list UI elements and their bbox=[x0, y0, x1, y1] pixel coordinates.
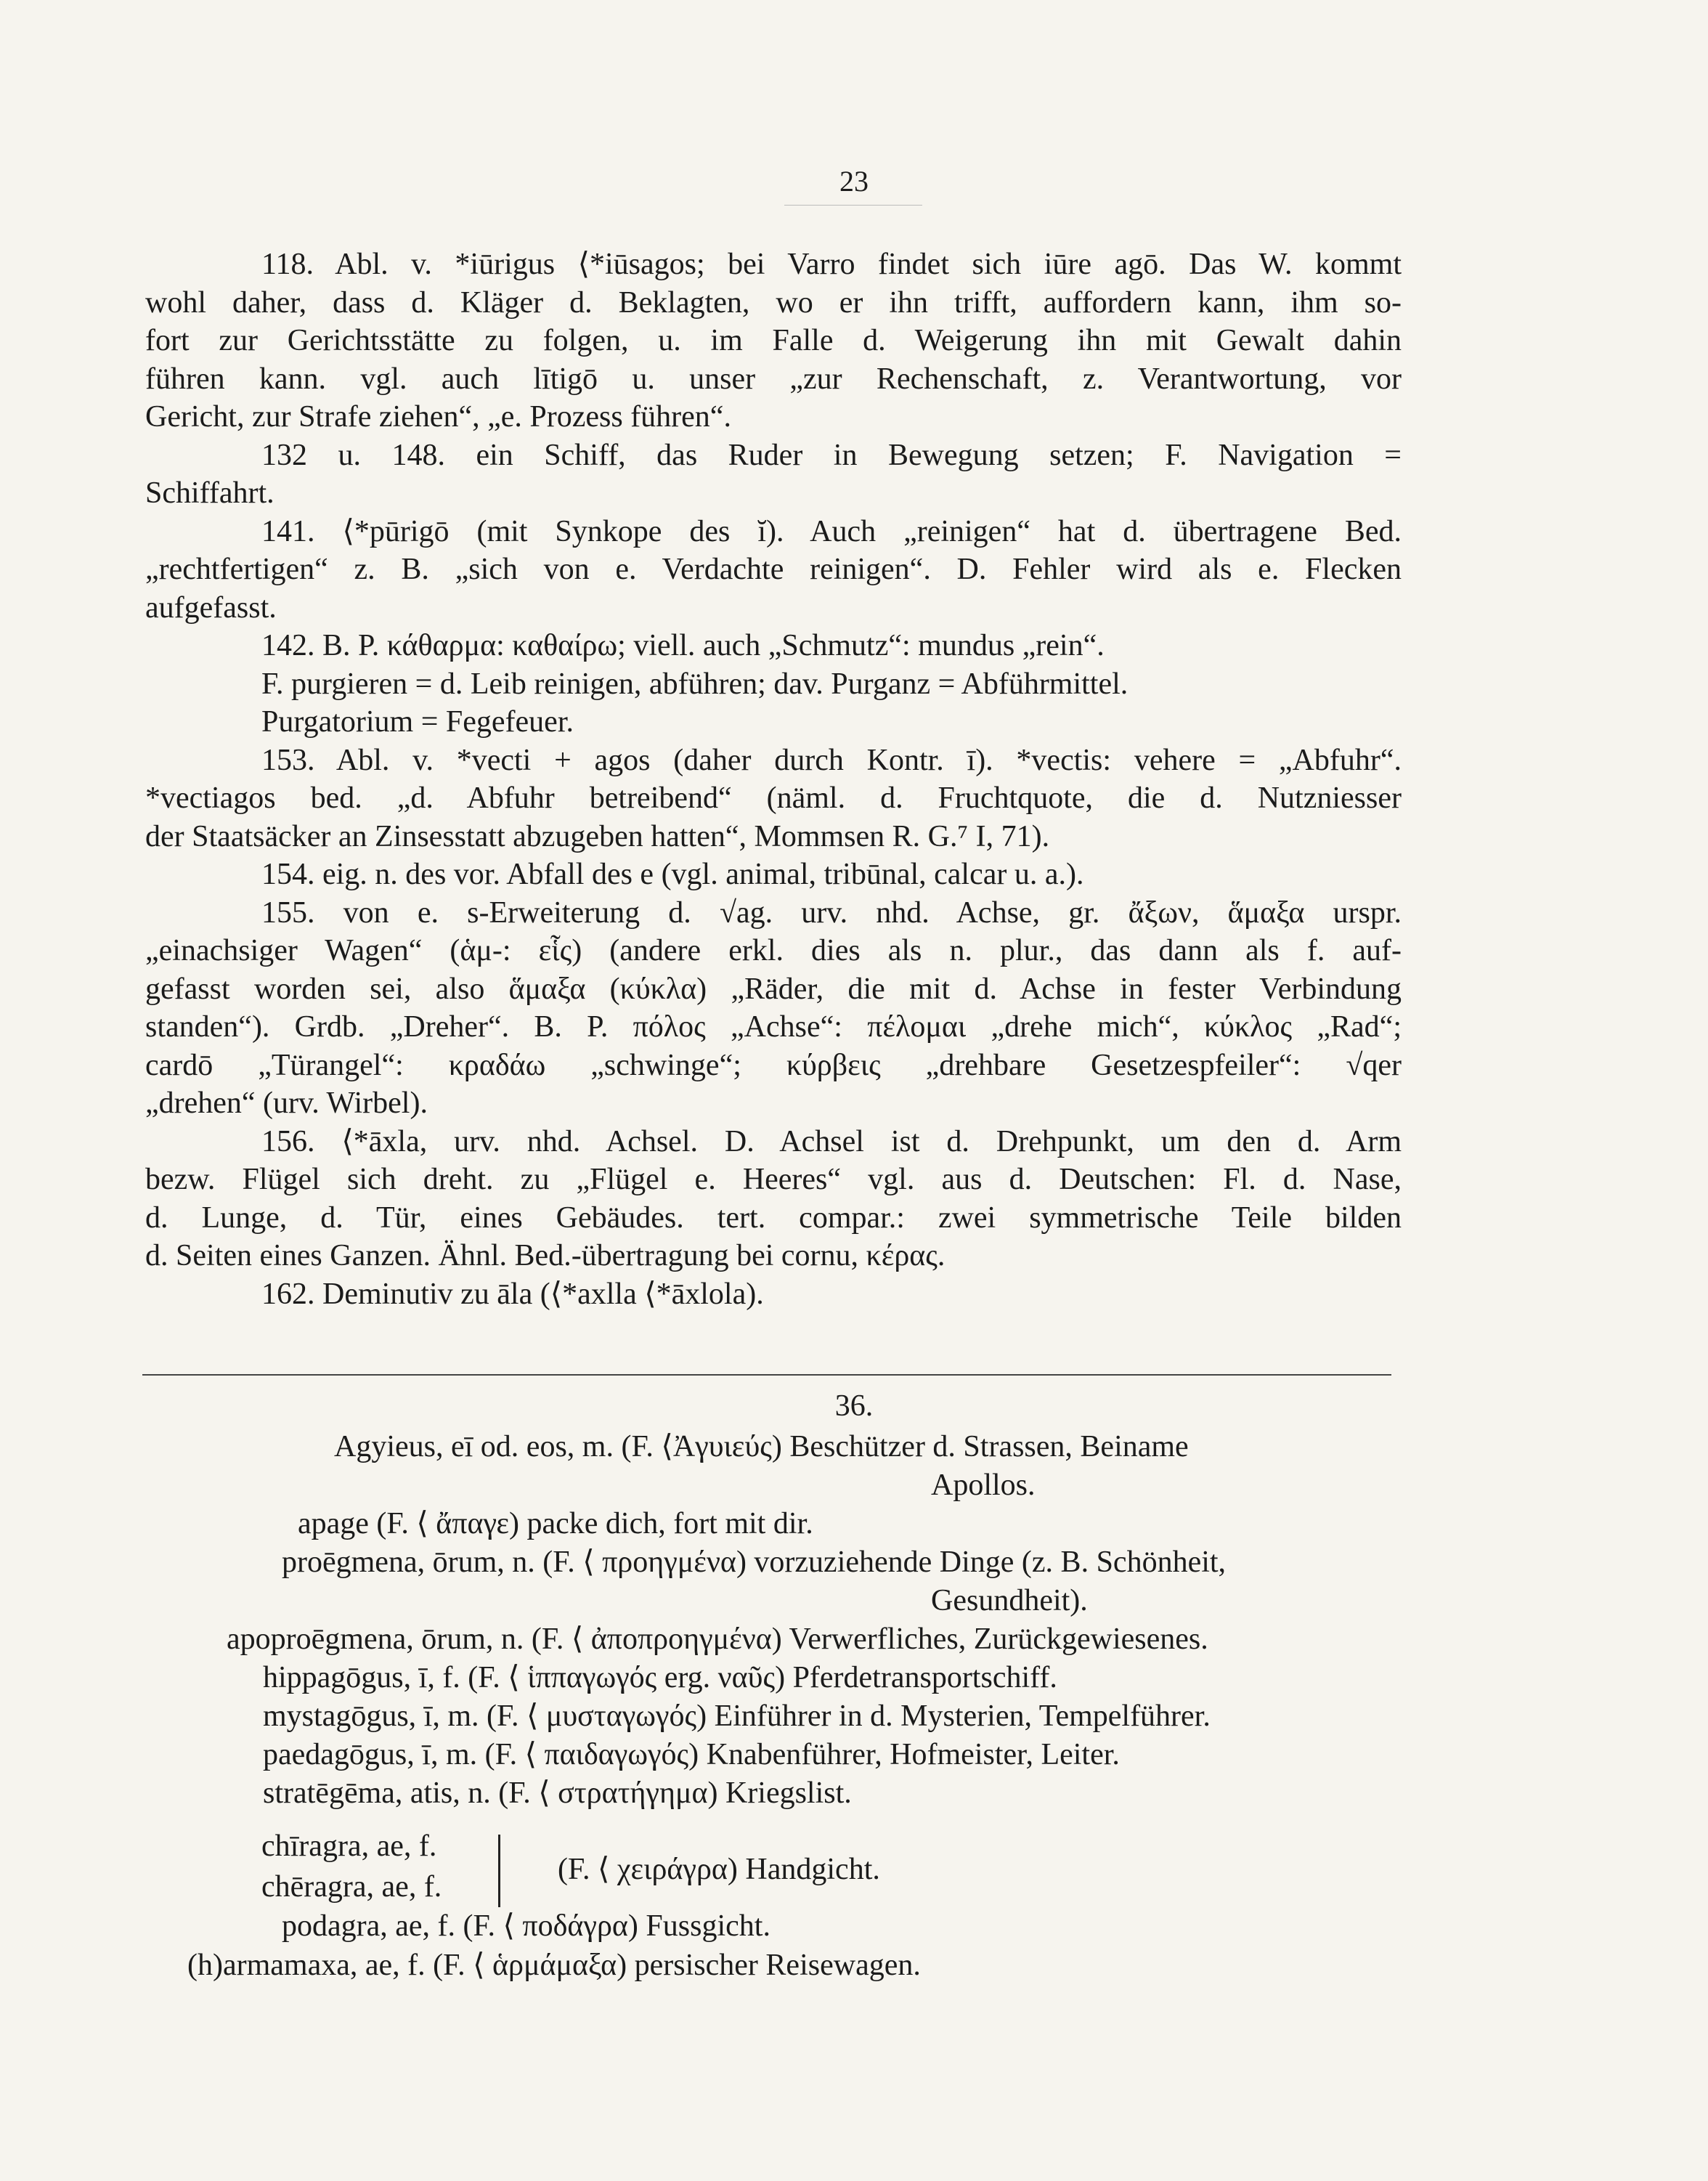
text-line: 162. Deminutiv zu āla (⟨*axlla ⟨*āxlola). bbox=[261, 1277, 764, 1311]
glossary-entry: paedagōgus, ī, m. (F. ⟨ παιδαγωγός) Knabenführer, Hofmeister, Leiter. bbox=[263, 1738, 1120, 1771]
brace-icon bbox=[498, 1835, 508, 1907]
text-line: aufgefasst. bbox=[145, 590, 277, 625]
glossary-entry: proēgmena, ōrum, n. (F. ⟨ προηγμένα) vorzuziehende Dinge (z. B. Schönheit, bbox=[282, 1546, 1227, 1579]
text-line: gefasst worden sei, also ἅμαξα (κύκλα) „Räder, die mit d. Achse in fester Verbindung bbox=[145, 972, 1402, 1006]
text-line: 154. eig. n. des vor. Abfall des e (vgl. animal, tribūnal, calcar u. a.). bbox=[261, 858, 1084, 891]
text-line: F. purgieren = d. Leib reinigen, abführen; dav. Purganz = Abführmittel. bbox=[261, 667, 1128, 701]
glossary-entry: stratēgēma, atis, n. (F. ⟨ στρατήγημα) Kriegslist. bbox=[263, 1776, 852, 1810]
text-line: cardō „Türangel“: κραδάω „schwinge“; κύρβεις „drehbare Gesetzespfeiler“: √qer bbox=[145, 1048, 1402, 1082]
text-line: 156. ⟨*āxla, urv. nhd. Achsel. D. Achsel ist d. Drehpunkt, um den d. Arm bbox=[261, 1124, 1402, 1158]
page-number-rule bbox=[784, 205, 922, 206]
text-line: d. Seiten eines Ganzen. Ähnl. Bed.-übertragung bei cornu, κέρας. bbox=[145, 1239, 946, 1272]
text-line: Purgatorium = Fegefeuer. bbox=[261, 705, 574, 739]
section-separator bbox=[142, 1374, 1391, 1376]
glossary-entry-continuation: Gesundheit). bbox=[931, 1584, 1088, 1617]
text-line: 153. Abl. v. *vecti + agos (daher durch Kontr. ī). *vectis: vehere = „Abfuhr“. bbox=[261, 743, 1402, 777]
commentary-text bbox=[145, 245, 1402, 1313]
glossary-section-number: 36. bbox=[834, 1389, 874, 1423]
glossary-entry: Agyieus, eī od. eos, m. (F. ⟨Ἀγυιεύς) Beschützer d. Strassen, Beiname bbox=[334, 1430, 1189, 1463]
glossary-entry: podagra, ae, f. (F. ⟨ ποδάγρα) Fussgicht. bbox=[282, 1909, 770, 1943]
glossary-entry: apoproēgmena, ōrum, n. (F. ⟨ ἀποπροηγμένα) Verwerfliches, Zurückgewiesenes. bbox=[227, 1622, 1208, 1656]
text-line: führen kann. vgl. auch lītigō u. unser „zur Rechenschaft, z. Verantwortung, vor bbox=[145, 362, 1402, 396]
handgicht-brace-group bbox=[261, 1829, 1205, 1916]
text-line: 132 u. 148. ein Schiff, das Ruder in Bewegung setzen; F. Navigation = bbox=[261, 438, 1402, 472]
glossary-entry: chīragra, ae, f. bbox=[261, 1829, 437, 1863]
glossary-entry: hippagōgus, ī, f. (F. ⟨ ἱππαγωγός erg. ναῦς) Pferdetransportschiff. bbox=[263, 1661, 1057, 1694]
text-line: 142. B. P. κάθαρμα: καθαίρω; viell. auch „Schmutz“: mundus „rein“. bbox=[261, 629, 1105, 662]
text-line: 155. von e. s-Erweiterung d. √ag. urv. nhd. Achse, gr. ἄξων, ἅμαξα urspr. bbox=[261, 895, 1402, 930]
glossary-entry-continuation: Apollos. bbox=[931, 1469, 1036, 1502]
glossary-shared-definition: (F. ⟨ χειράγρα) Handgicht. bbox=[558, 1853, 880, 1886]
text-line: der Staatsäcker an Zinsesstatt abzugeben hatten“, Mommsen R. G.⁷ I, 71). bbox=[145, 819, 1050, 853]
text-line: d. Lunge, d. Tür, eines Gebäudes. tert. compar.: zwei symmetrische Teile bilden bbox=[145, 1201, 1402, 1235]
text-line: „einachsiger Wagen“ (ἁμ-: εἷς) (andere erkl. dies als n. plur., das dann als f. auf- bbox=[145, 934, 1402, 967]
glossary-entry: (h)armamaxa, ae, f. (F. ⟨ ἁρμάμαξα) persischer Reisewagen. bbox=[187, 1949, 921, 1982]
text-line: 118. Abl. v. *iūrigus ⟨*iūsagos; bei Varro findet sich iūre agō. Das W. kommt bbox=[261, 248, 1402, 281]
glossary-entry: mystagōgus, ī, m. (F. ⟨ μυσταγωγός) Einführer in d. Mysterien, Tempelführer. bbox=[263, 1699, 1211, 1733]
text-line: „rechtfertigen“ z. B. „sich von e. Verdachte reinigen“. D. Fehler wird als e. Flecken bbox=[145, 553, 1402, 586]
text-line: Schiffahrt. bbox=[145, 476, 274, 510]
text-line: Gericht, zur Strafe ziehen“, „e. Prozess führen“. bbox=[145, 400, 731, 434]
page-number: 23 bbox=[839, 165, 869, 198]
text-line: fort zur Gerichtsstätte zu folgen, u. im Falle d. Weigerung ihn mit Gewalt dahin bbox=[145, 324, 1402, 357]
text-line: 141. ⟨*pūrigō (mit Synkope des ĭ). Auch „reinigen“ hat d. übertragene Bed. bbox=[261, 514, 1402, 548]
text-line: standen“). Grdb. „Dreher“. B. P. πόλος „Achse“: πέλομαι „drehe mich“, κύκλος „Rad“; bbox=[145, 1010, 1402, 1044]
text-line: *vectiagos bed. „d. Abfuhr betreibend“ (näml. d. Fruchtquote, die d. Nutzniesser bbox=[145, 781, 1402, 815]
text-line: „drehen“ (urv. Wirbel). bbox=[145, 1087, 428, 1120]
text-line: wohl daher, dass d. Kläger d. Beklagten, wo er ihn trifft, auffordern kann, ihm so- bbox=[145, 285, 1402, 320]
glossary-entry: chēragra, ae, f. bbox=[261, 1870, 442, 1904]
text-line: bezw. Flügel sich dreht. zu „Flügel e. Heeres“ vgl. aus d. Deutschen: Fl. d. Nase, bbox=[145, 1163, 1402, 1196]
glossary-entry: apage (F. ⟨ ἄπαγε) packe dich, fort mit dir. bbox=[298, 1507, 813, 1540]
